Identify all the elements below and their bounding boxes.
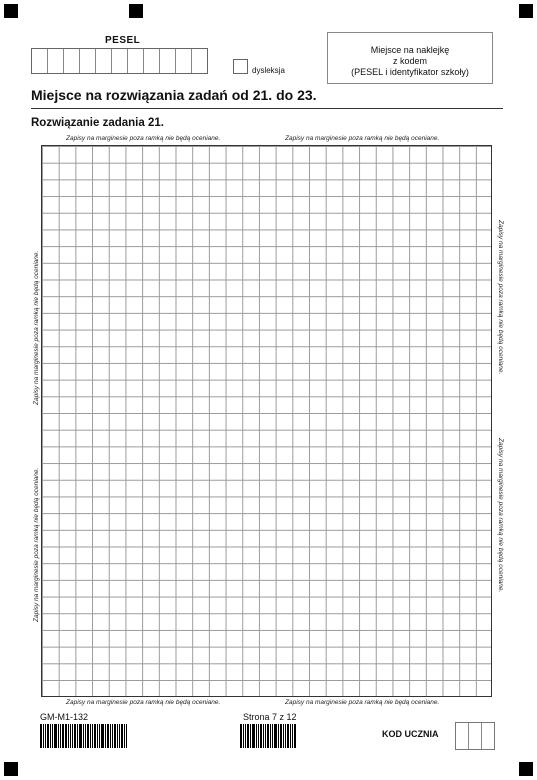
barcode-bar [287,724,289,748]
student-code-box[interactable] [482,723,494,749]
barcode-bar [265,724,266,748]
barcode-bar [99,724,100,748]
barcode-bar [258,724,259,748]
student-code-box[interactable] [456,723,469,749]
barcode-bar [114,724,116,748]
barcode-bar [112,724,113,748]
registration-mark [129,4,143,18]
registration-mark [519,762,533,776]
barcode-bar [90,724,91,748]
barcode-bar [117,724,118,748]
barcode-bar [121,724,123,748]
barcode-bar [240,724,242,748]
pesel-digit-box[interactable] [64,49,80,73]
answer-grid[interactable] [41,145,492,697]
barcode-bar [290,724,291,748]
barcode-bar [272,724,273,748]
barcode-bar [278,724,279,748]
barcode-bar [256,724,257,748]
sticker-text-line: (PESEL i identyfikator szkoły) [351,67,469,77]
margin-note: Zapisy na marginesie poza ramką nie będą oceniane. [285,699,440,706]
pesel-digit-box[interactable] [80,49,96,73]
barcode-bar [294,724,296,748]
pesel-digit-box[interactable] [32,49,48,73]
barcode-bar [94,724,96,748]
dyslexia-label: dysleksja [252,66,285,75]
registration-mark [519,4,533,18]
barcode-bar [274,724,277,748]
barcode-bar [110,724,111,748]
page-title: Miejsce na rozwiązania zadań od 21. do 23. [31,87,317,103]
barcode-bar [79,724,82,748]
exam-code: GM-M1-132 [40,712,89,722]
student-code-boxes[interactable] [455,722,495,750]
barcode-bar [85,724,86,748]
student-code-label: KOD UCZNIA [382,729,439,739]
barcode-bar [40,724,42,748]
barcode-bar [119,724,120,748]
barcode-bar [83,724,84,748]
barcode-bar [280,724,282,748]
margin-note: Zapisy na marginesie poza ramką nie będą oceniane. [66,135,221,142]
barcode-bar [245,724,246,748]
barcode-bar [101,724,104,748]
barcode-bar [105,724,106,748]
section-title: Rozwiązanie zadania 21. [31,117,164,129]
sticker-text-line: z kodem [392,56,427,66]
barcode-bar [72,724,73,748]
pesel-digit-box[interactable] [96,49,112,73]
barcode-bar [247,724,249,748]
pesel-input-boxes[interactable] [31,48,208,74]
title-divider [31,108,503,109]
sticker-text-line: Miejsce na naklejkę [370,45,450,55]
barcode-bar [283,724,284,748]
barcode-bar [65,724,67,748]
pesel-digit-box[interactable] [128,49,144,73]
barcode-bar [60,724,61,748]
barcode [40,724,128,748]
barcode-bar [292,724,293,748]
pesel-digit-box[interactable] [48,49,64,73]
barcode-bar [77,724,78,748]
barcode-bar [270,724,271,748]
barcode-bar [45,724,46,748]
margin-note: Zapisy na marginesie poza ramką nie będą oceniane. [33,467,40,622]
student-code-box[interactable] [469,723,482,749]
pesel-digit-box[interactable] [144,49,160,73]
barcode-bar [47,724,49,748]
registration-mark [4,762,18,776]
pesel-label: PESEL [105,35,141,46]
barcode-bar [87,724,89,748]
barcode-bar [243,724,244,748]
barcode-bar [267,724,269,748]
barcode-bar [107,724,109,748]
barcode-bar [70,724,71,748]
pesel-digit-box[interactable] [112,49,128,73]
margin-note: Zapisy na marginesie poza ramką nie będą oceniane. [66,699,221,706]
pesel-digit-box[interactable] [192,49,207,73]
barcode-bar [54,724,57,748]
barcode-bar [52,724,53,748]
barcode-bar [92,724,93,748]
barcode-bar [50,724,51,748]
registration-mark [4,4,18,18]
margin-note: Zapisy na marginesie poza ramką nie będą oceniane. [497,438,504,593]
sticker-area [327,32,493,84]
barcode-bar [285,724,286,748]
barcode-bar [263,724,264,748]
dyslexia-checkbox[interactable] [233,59,248,74]
barcode-bar [124,724,125,748]
barcode-bar [252,724,255,748]
barcode-bar [68,724,69,748]
margin-note: Zapisy na marginesie poza ramką nie będą oceniane. [285,135,440,142]
barcode-bar [260,724,262,748]
barcode-bar [97,724,98,748]
barcode-bar [126,724,127,748]
barcode [240,724,297,748]
barcode-bar [58,724,59,748]
page-number: Strona 7 z 12 [243,712,297,722]
margin-note: Zapisy na marginesie poza ramką nie będą oceniane. [33,250,40,405]
barcode-bar [74,724,76,748]
margin-note: Zapisy na marginesie poza ramką nie będą oceniane. [497,220,504,375]
barcode-bar [43,724,44,748]
pesel-digit-box[interactable] [160,49,176,73]
barcode-bar [62,724,64,748]
barcode-bar [250,724,251,748]
pesel-digit-box[interactable] [176,49,192,73]
